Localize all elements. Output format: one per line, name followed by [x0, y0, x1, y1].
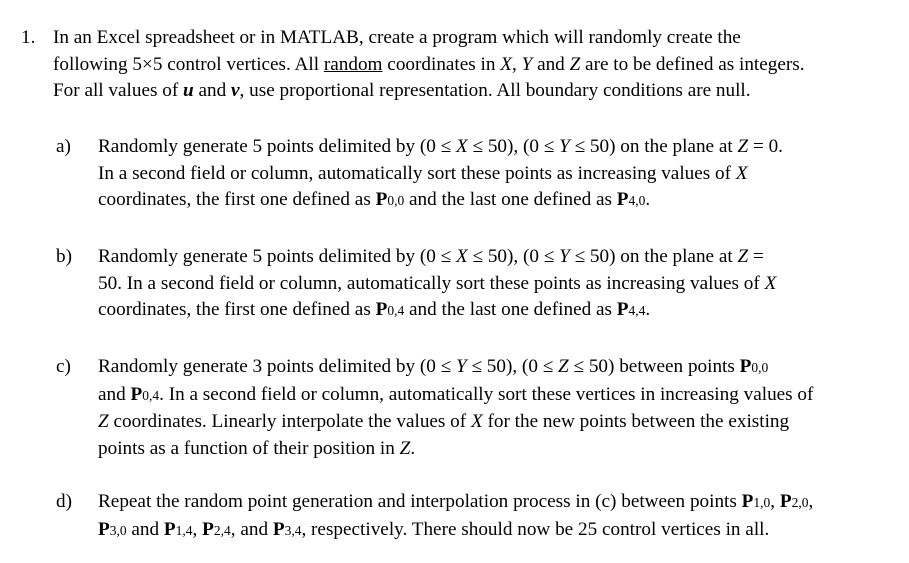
var-z: Z [399, 437, 411, 459]
text-segment: Repeat the random point generation and interpolation process in (c) between points [98, 491, 742, 512]
question-number: 1. [21, 27, 36, 48]
point-subscript: 0,4 [142, 387, 160, 403]
question-intro [53, 25, 893, 105]
part-a-line-3 [98, 187, 898, 215]
point-subscript: 2,0 [791, 495, 809, 510]
text-segment: , use proportional representation. All boundary conditions are null. [239, 80, 751, 101]
text-segment: and the last one defined as [404, 189, 617, 210]
point-p: P [98, 518, 110, 540]
point-subscript: 0,0 [387, 193, 405, 208]
part-a-label: a) [56, 136, 71, 157]
question-intro-line-1 [53, 25, 893, 52]
part-b-line-3 [98, 297, 898, 325]
underlined-random: random [323, 53, 383, 75]
text-segment: and [193, 80, 232, 101]
text-segment: . In a second field or column, automatically sort these vertices in increasing values of [159, 383, 814, 405]
var-z: Z [737, 136, 749, 157]
text-segment: ≤ 50) between points [568, 356, 740, 377]
var-y: Y [559, 136, 570, 157]
part-b-line-2 [98, 271, 898, 298]
part-c-line-1 [98, 354, 898, 382]
point-subscript: 4,4 [628, 303, 646, 318]
part-c-line-2 [98, 382, 898, 410]
text-segment: , [808, 491, 814, 512]
text-segment: coordinates, the first one defined as [98, 299, 376, 320]
text-segment: ≤ 50) on the plane at [569, 246, 738, 267]
point-p: P [741, 491, 754, 512]
point-p: P [375, 299, 388, 320]
text-segment: Randomly generate 3 points delimited by (0 ≤ [98, 356, 456, 377]
point-p: P [130, 383, 143, 405]
part-a-line-1 [98, 134, 898, 161]
var-z: Z [569, 53, 581, 75]
point-p: P [739, 356, 752, 377]
text-segment: for the new points between the existing [482, 411, 790, 432]
var-v: v [231, 80, 240, 101]
point-p: P [616, 299, 629, 320]
var-y: Y [559, 246, 570, 267]
question-intro-line-2 [53, 52, 893, 79]
text-segment: coordinates. Linearly interpolate the values of [108, 411, 471, 432]
var-y: Y [455, 356, 467, 377]
text-segment: coordinates, the first one defined as [98, 189, 376, 210]
text-segment: Randomly generate 5 points delimited by (0 ≤ [98, 246, 456, 267]
part-d-label: d) [56, 491, 72, 512]
text-segment: . [410, 437, 416, 459]
text-segment: coordinates in [382, 53, 501, 75]
point-subscript: 3,4 [284, 522, 302, 538]
text-segment: , respectively. There should now be 25 control vertices in all. [301, 518, 770, 540]
point-subscript: 0,0 [751, 360, 769, 375]
text-segment: ≤ 50), (0 ≤ [467, 136, 560, 157]
var-x: X [500, 53, 512, 75]
question-intro-line-3 [53, 78, 893, 105]
var-x: X [764, 272, 777, 294]
text-segment: Randomly generate 5 points delimited by (0 ≤ [98, 136, 456, 157]
point-subscript: 2,4 [213, 522, 231, 538]
part-b-label: b) [56, 246, 72, 267]
var-x: X [455, 136, 468, 157]
text-segment: ≤ 50), (0 ≤ [466, 356, 559, 377]
part-c-body [98, 354, 898, 462]
text-segment: In an Excel spreadsheet or in MATLAB, create a program which will randomly create the [53, 27, 741, 48]
part-b-body [98, 244, 898, 325]
part-a-body [98, 134, 898, 215]
point-subscript: 4,0 [628, 193, 646, 208]
part-a-line-2 [98, 161, 898, 188]
var-x: X [455, 246, 468, 267]
var-z: Z [558, 356, 569, 377]
part-c-line-3 [98, 409, 898, 436]
var-z: Z [98, 411, 109, 432]
part-c-line-4 [98, 436, 898, 463]
text-segment: , [770, 491, 780, 512]
text-segment: and [532, 53, 570, 75]
text-segment: = [748, 246, 764, 267]
var-u: u [183, 80, 194, 101]
text-segment: ≤ 50) on the plane at [569, 136, 738, 157]
text-segment: , and [230, 518, 273, 540]
point-p: P [375, 189, 388, 210]
point-p: P [616, 189, 629, 210]
var-y: Y [521, 53, 533, 75]
text-segment: points as a function of their position in [98, 437, 400, 459]
point-subscript: 0,4 [387, 303, 405, 318]
text-segment: = 0. [748, 136, 783, 157]
point-p: P [202, 518, 214, 540]
text-segment: and the last one defined as [404, 299, 617, 320]
text-segment: In a second field or column, automatically sort these points as increasing values of [98, 162, 736, 184]
text-segment: ≤ 50), (0 ≤ [467, 246, 560, 267]
text-segment: . [645, 299, 651, 320]
text-segment: , [192, 518, 203, 540]
part-d-line-2 [98, 517, 898, 545]
part-c-label: c) [56, 356, 71, 377]
text-segment: 50. In a second field or column, automatically sort these points as increasing values of [98, 272, 765, 294]
var-x: X [470, 411, 483, 432]
text-segment: and [98, 383, 131, 405]
text-segment: following 5×5 control vertices. All [53, 53, 324, 75]
text-segment: , [512, 53, 522, 75]
var-x: X [735, 162, 748, 184]
point-p: P [779, 491, 792, 512]
text-segment: . [645, 189, 651, 210]
text-segment: For all values of [53, 80, 184, 101]
point-p: P [272, 518, 285, 540]
var-z: Z [737, 246, 749, 267]
part-d-line-1 [98, 489, 898, 517]
part-b-line-1 [98, 244, 898, 271]
part-d-body [98, 489, 898, 544]
point-subscript: 3,0 [109, 522, 127, 538]
text-segment: are to be defined as integers. [580, 53, 805, 75]
point-subscript: 1,4 [175, 522, 193, 538]
point-subscript: 1,0 [753, 495, 771, 510]
text-segment: and [126, 518, 164, 540]
point-p: P [163, 518, 176, 540]
